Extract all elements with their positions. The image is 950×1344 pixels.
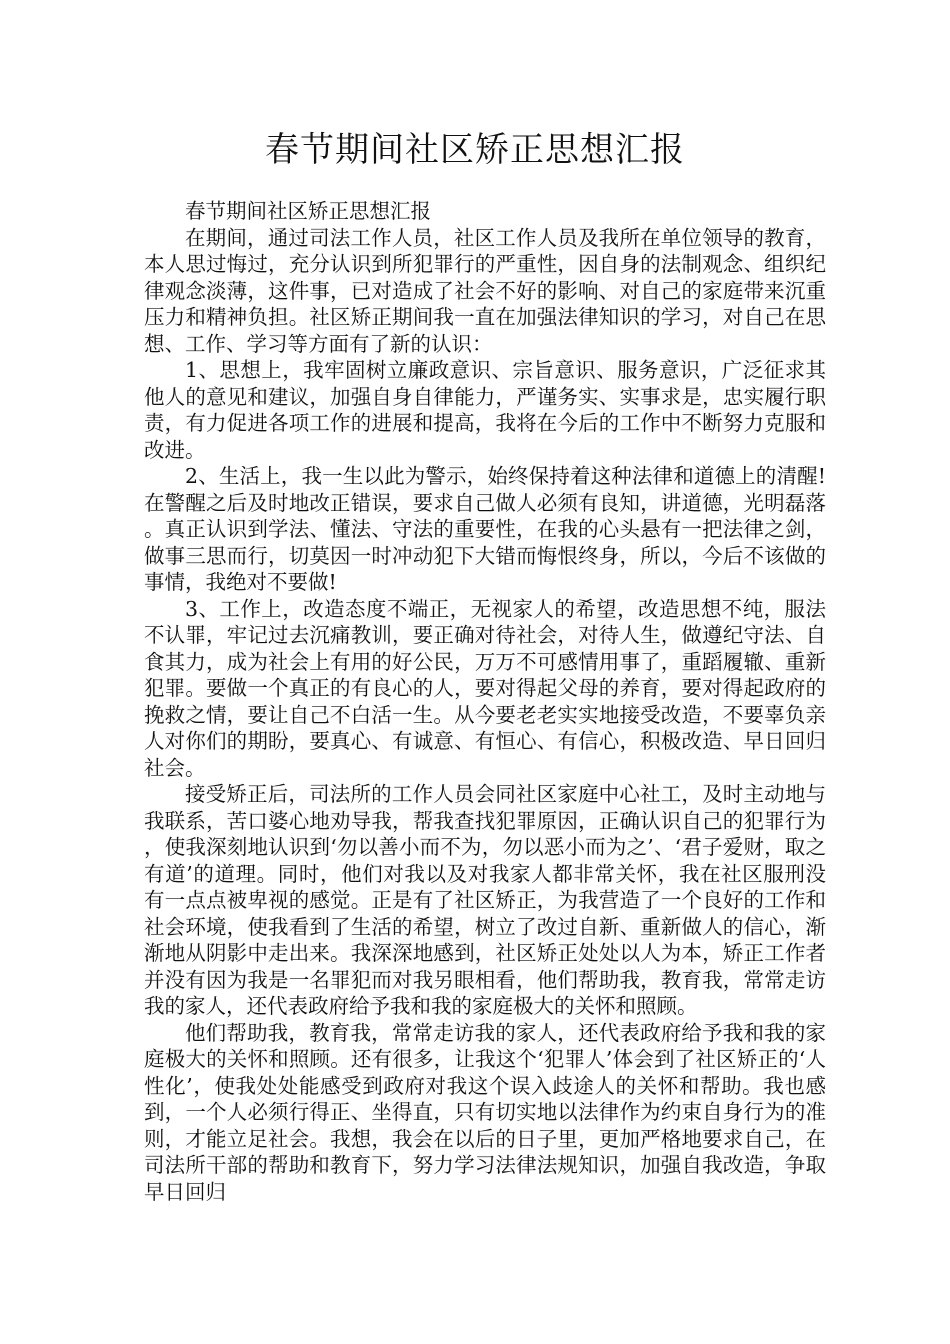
paragraph-after-correction: 接受矫正后，司法所的工作人员会同社区家庭中心社工，及时主动地与我联系，苦口婆心地劝导我，帮我查找犯罪原因，正确认识自己的犯罪行为，使我深刻地认识到‘勿以善小而不为，勿以恶小而为之’、‘君子爱财，取之有道’的道理。同时，他们对我以及对我家人都非常关怀，我在社区服刑没有一点点被卑视的感觉。正是有了社区矫正，为我营造了一个良好的工作和社会环境，使我看到了生活的希望，树立了改过自新、重新做人的信心，渐渐地从阴影中走出来。我深深地感到，社区矫正处处以人为本，矫正工作者并没有因为我是一名罪犯而对我另眼相看，他们帮助我，教育我，常常走访我的家人，还代表政府给予我和我的家庭极大的关怀和照顾。 bbox=[144, 782, 826, 1018]
document-subtitle: 春节期间社区矫正思想汇报 bbox=[185, 199, 431, 223]
paragraph-closing: 他们帮助我，教育我，常常走访我的家人，还代表政府给予我和我的家庭极大的关怀和照顾。还有很多，让我这个‘犯罪人’体会到了社区矫正的‘人性化’，使我处处能感受到政府对我这个误入歧途人的关怀和帮助。我也感到，一个人必须行得正、坐得直，只有切实地以法律作为约束自身行为的准则，才能立足社会。我想，我会在以后的日子里，更加严格地要求自己，在司法所干部的帮助和教育下，努力学习法律法规知识，加强自我改造，争取早日回归 bbox=[144, 1020, 826, 1204]
document-title: 春节期间社区矫正思想汇报 bbox=[265, 130, 685, 170]
paragraph-intro: 在期间，通过司法工作人员，社区工作人员及我所在单位领导的教育，本人思过悔过，充分认识到所犯罪行的严重性，因自身的法制观念、组织纪律观念淡薄，这件事，已对造成了社会不好的影响、对自己的家庭带来沉重压力和精神负担。社区矫正期间我一直在加强法律知识的学习，对自己在思想、工作、学习等方面有了新的认识： bbox=[144, 225, 826, 356]
document-body bbox=[144, 198, 826, 1205]
paragraph-point-1: 1、思想上，我牢固树立廉政意识、宗旨意识、服务意识，广泛征求其他人的意见和建议，加强自身自律能力，严谨务实、实事求是，忠实履行职责，有力促进各项工作的进展和提高，我将在今后的工作中不断努力克服和改进。 bbox=[144, 358, 826, 462]
paragraph-point-2: 2、生活上，我一生以此为警示，始终保持着这种法律和道德上的清醒!在警醒之后及时地改正错误，要求自己做人必须有良知，讲道德，光明磊落。真正认识到学法、懂法、守法的重要性，在我的心头悬有一把法律之剑，做事三思而行，切莫因一时冲动犯下大错而悔恨终身，所以，今后不该做的事情，我绝对不要做! bbox=[144, 464, 826, 594]
paragraph-point-3: 3、工作上，改造态度不端正，无视家人的希望，改造思想不纯，服法不认罪，牢记过去沉痛教训，要正确对待社会，对待人生，做遵纪守法、自食其力，成为社会上有用的好公民，万万不可感情用事了，重蹈履辙、重新犯罪。要做一个真正的有良心的人，要对得起父母的养育，要对得起政府的挽救之情，要让自己不白活一生。从今要老老实实地接受改造，不要辜负亲人对你们的期盼，要真心、有诚意、有恒心、有信心，积极改造、早日回归社会。 bbox=[144, 596, 826, 780]
